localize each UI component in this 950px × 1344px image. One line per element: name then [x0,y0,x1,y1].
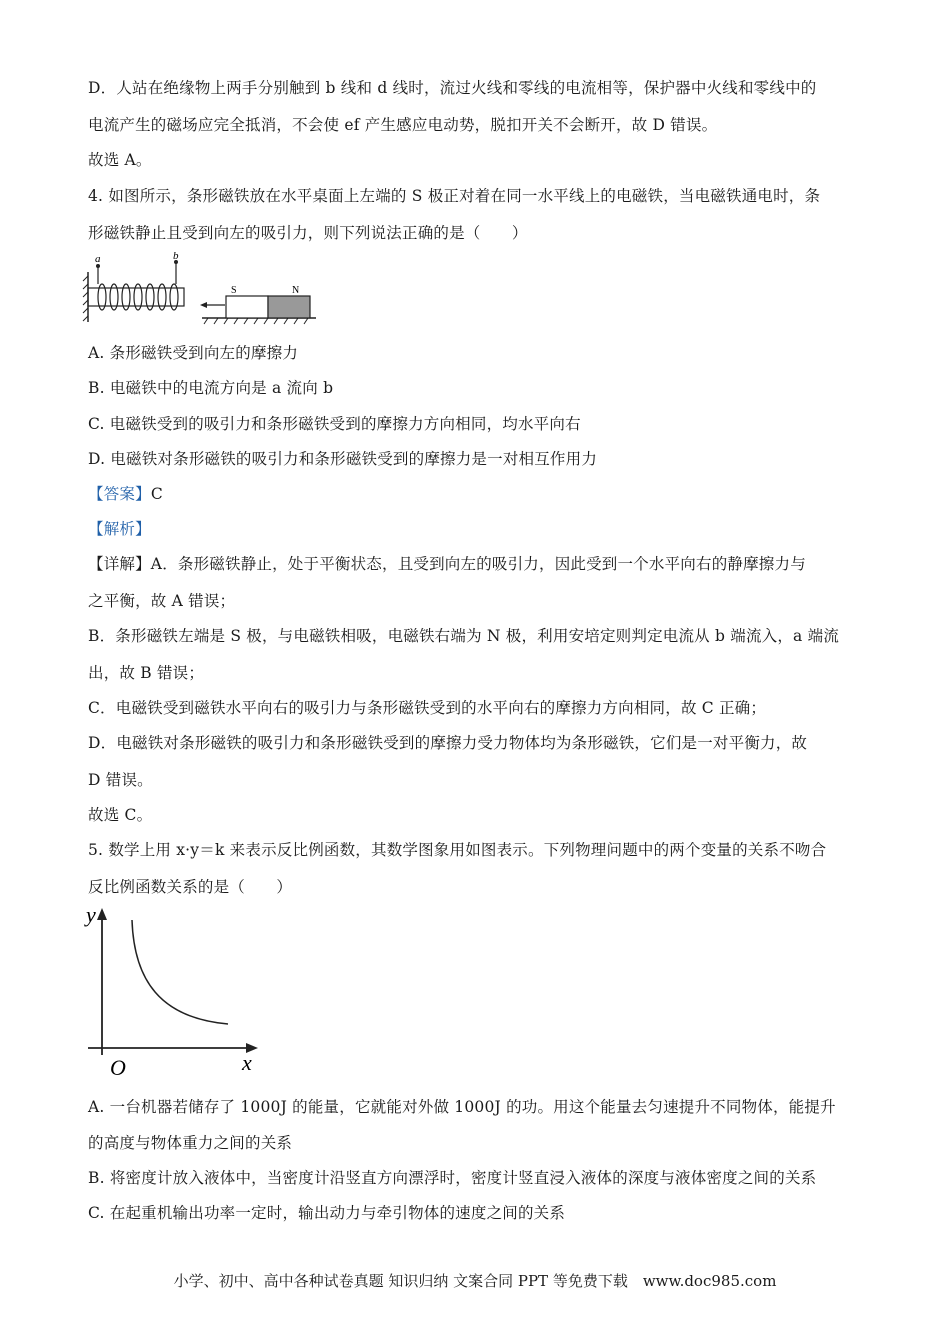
text-line: 故选 A。 [88,151,152,169]
text-line: 电流产生的磁场应完全抵消，不会使 ef 产生感应电动势，脱扣开关不会断开，故 D 错误。 [88,116,718,134]
origin-label: O [110,1055,126,1080]
option-b: B. 将密度计放入液体中，当密度计沿竖直方向漂浮时，密度计竖直浸入液体的深度与液体密度之间的关系 [88,1169,817,1187]
magnet-n-half [268,296,310,318]
option-c: C. 在起重机输出功率一定时，输出动力与牵引物体的速度之间的关系 [88,1204,566,1222]
explanation-line: D 错误。 [88,771,153,789]
question-4-stem: 形磁铁静止且受到向左的吸引力，则下列说法正确的是（ ） [88,224,528,242]
option-a: A. 一台机器若储存了 1000J 的能量，它就能对外做 1000J 的功。用这个能量去匀速提升不同物体，能提升 [88,1098,836,1116]
answer-tag: 【答案】 [88,485,151,503]
text-line: D．人站在绝缘物上两手分别触到 b 线和 d 线时，流过火线和零线的电流相等，保护器中火线和零线中的 [88,79,817,97]
inverse-function-graph [80,900,270,1085]
answer-line [88,482,163,504]
explanation-line: 之平衡，故 A 错误； [88,592,236,610]
magnet-s-half [226,296,268,318]
question-5-stem: 5. 数学上用 x·y＝k 来表示反比例函数，其数学图象用如图表示。下列物理问题中的两个变量的关系不吻合 [88,841,827,859]
question-5-stem: 反比例函数关系的是（ ） [88,878,293,896]
option-b: B. 电磁铁中的电流方向是 a 流向 b [88,379,334,397]
answer-value: C [150,485,163,503]
option-a: 的高度与物体重力之间的关系 [88,1134,293,1152]
terminal-a-label: a [95,253,101,265]
n-pole-label: N [292,285,300,296]
question-4-stem: 4. 如图所示，条形磁铁放在水平桌面上左端的 S 极正对着在同一水平线上的电磁铁，当电磁铁通电时，条 [88,187,821,205]
y-axis-label: y [86,902,96,927]
explanation-line: C．电磁铁受到磁铁水平向右的吸引力与条形磁铁受到的水平向右的摩擦力方向相同，故 C 正确； [88,699,767,717]
electromagnet-figure [80,252,320,327]
explanation-line: 出，故 B 错误； [88,664,205,682]
explanation-line: B．条形磁铁左端是 S 极，与电磁铁相吸，电磁铁右端为 N 极，利用安培定则判定电流从 b 端流入，a 端流 [88,627,840,645]
explanation-line: 【详解】A．条形磁铁静止，处于平衡状态，且受到向左的吸引力，因此受到一个水平向右的静摩擦力与 [88,555,806,573]
s-pole-label: S [231,285,237,296]
hyperbola-curve [132,920,228,1024]
explanation-line: D．电磁铁对条形磁铁的吸引力和条形磁铁受到的摩擦力受力物体均为条形磁铁，它们是一对平衡力，故 [88,734,808,752]
page-footer: 小学、初中、高中各种试卷真题 知识归纳 文案合同 PPT 等免费下载 www.doc985.com [173,1272,777,1290]
explanation-line: 故选 C。 [88,806,153,824]
option-a: A. 条形磁铁受到向左的摩擦力 [88,344,299,362]
x-axis-label: x [242,1050,252,1075]
option-c: C. 电磁铁受到的吸引力和条形磁铁受到的摩擦力方向相同，均水平向右 [88,415,581,433]
terminal-b-label: b [173,252,179,262]
analysis-tag: 【解析】 [88,520,151,538]
option-d: D. 电磁铁对条形磁铁的吸引力和条形磁铁受到的摩擦力是一对相互作用力 [88,450,598,468]
